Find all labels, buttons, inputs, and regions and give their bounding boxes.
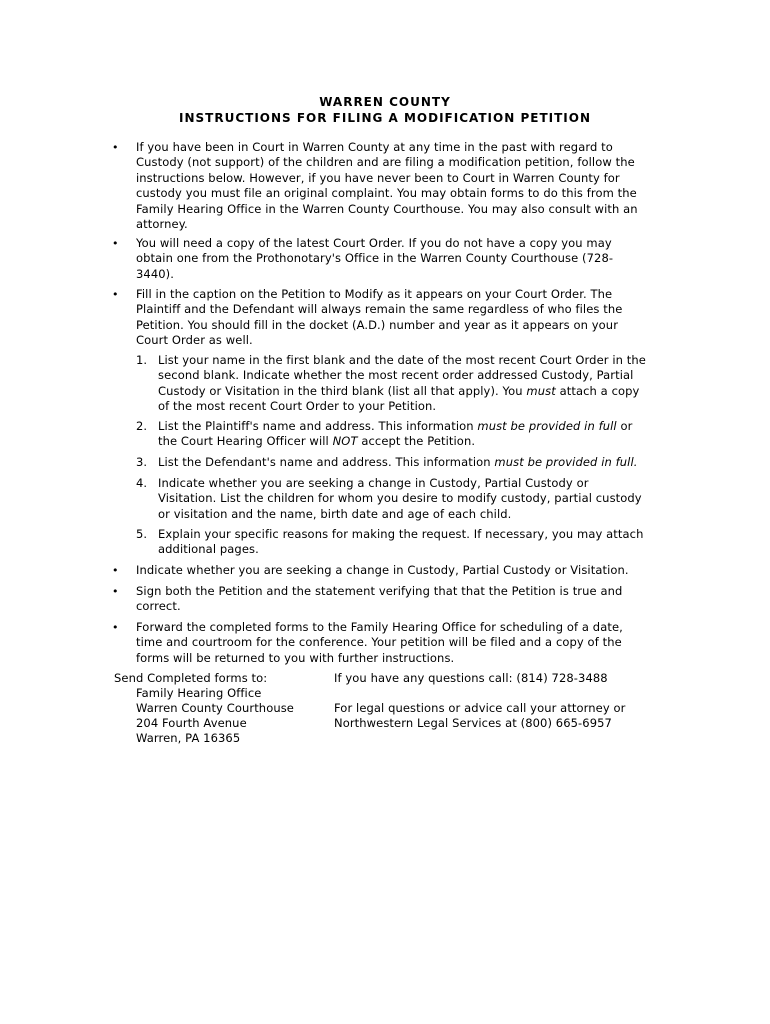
- document-title: INSTRUCTIONS FOR FILING A MODIFICATION PETITION: [179, 111, 591, 125]
- step-number: 3.: [136, 455, 148, 469]
- numbered-step: [136, 353, 650, 415]
- step-number: 5.: [136, 527, 148, 541]
- list-item: [112, 236, 642, 282]
- step-number: 4.: [136, 476, 148, 490]
- list-item: [112, 584, 642, 615]
- bullet-icon: •: [112, 621, 119, 634]
- list-item: [112, 620, 642, 666]
- bullet-text: Fill in the caption on the Petition to Modify as it appears on your Court Order. The Plaintiff and the Defendant will always remain the same regardless of who files the Petition. You should fill in the docket (A.D.) number and year as it appears on your Court Order as well.: [136, 287, 623, 348]
- questions-phone: If you have any questions call: (814) 728-3488: [334, 671, 608, 685]
- bullet-text: If you have been in Court in Warren County at any time in the past with regard to Custody (not support) of the children and are filing a modification petition, follow the instructions below. However, if you have never been to Court in Warren County for custody you must file an original complaint. You may obtain forms to do this from the Family Hearing Office in the Warren County Courthouse. You may also consult with an attorney.: [136, 140, 638, 232]
- legal-services-phone: Northwestern Legal Services at (800) 665-6957: [334, 716, 612, 730]
- address-line: Warren County Courthouse: [136, 701, 294, 715]
- numbered-step: [136, 476, 650, 522]
- numbered-step: [136, 419, 650, 450]
- bullet-icon: •: [112, 564, 119, 577]
- numbered-step: [136, 455, 650, 470]
- bullet-text: Forward the completed forms to the Family Hearing Office for scheduling of a date, time and courtroom for the conference. Your petition will be filed and a copy of the forms will be returned to you with further instructions.: [136, 620, 623, 665]
- list-item: [112, 287, 642, 349]
- bullet-icon: •: [112, 288, 119, 301]
- step-text: Indicate whether you are seeking a change in Custody, Partial Custody or Visitation. List the children for whom you desire to modify custody, partial custody or visitation and the name, birth date and age of each child.: [158, 476, 642, 521]
- list-item: [112, 563, 642, 578]
- step-text: List your name in the first blank and the date of the most recent Court Order in the second blank. Indicate whether the most recent order addressed Custody, Partial Custody or Visitation in the third blank (list all that apply). You must attach a copy of the most recent Court Order to your Petition.: [158, 353, 646, 414]
- bullet-text: Sign both the Petition and the statement verifying that that the Petition is true and correct.: [136, 584, 623, 614]
- county-heading: WARREN COUNTY: [319, 95, 451, 109]
- step-text: Explain your specific reasons for making the request. If necessary, you may attach additional pages.: [158, 527, 644, 557]
- bullet-icon: •: [112, 585, 119, 598]
- send-label: Send Completed forms to:: [114, 671, 268, 685]
- address-line: Family Hearing Office: [136, 686, 262, 700]
- list-item: [112, 140, 642, 232]
- bullet-icon: •: [112, 237, 119, 250]
- numbered-step: [136, 527, 650, 558]
- address-line: 204 Fourth Avenue: [136, 716, 247, 730]
- bullet-text: You will need a copy of the latest Court Order. If you do not have a copy you may obtain one from the Prothonotary's Office in the Warren County Courthouse (728-3440).: [136, 236, 614, 281]
- step-text: List the Plaintiff's name and address. This information must be provided in full or the Court Hearing Officer will NOT accept the Petition.: [158, 419, 633, 449]
- step-number: 1.: [136, 353, 148, 367]
- legal-advice-line: For legal questions or advice call your attorney or: [334, 701, 626, 715]
- address-line: Warren, PA 16365: [136, 731, 241, 745]
- bullet-icon: •: [112, 141, 119, 154]
- step-number: 2.: [136, 419, 148, 433]
- step-text: List the Defendant's name and address. This information must be provided in full.: [158, 455, 638, 469]
- bullet-text: Indicate whether you are seeking a change in Custody, Partial Custody or Visitation.: [136, 563, 629, 577]
